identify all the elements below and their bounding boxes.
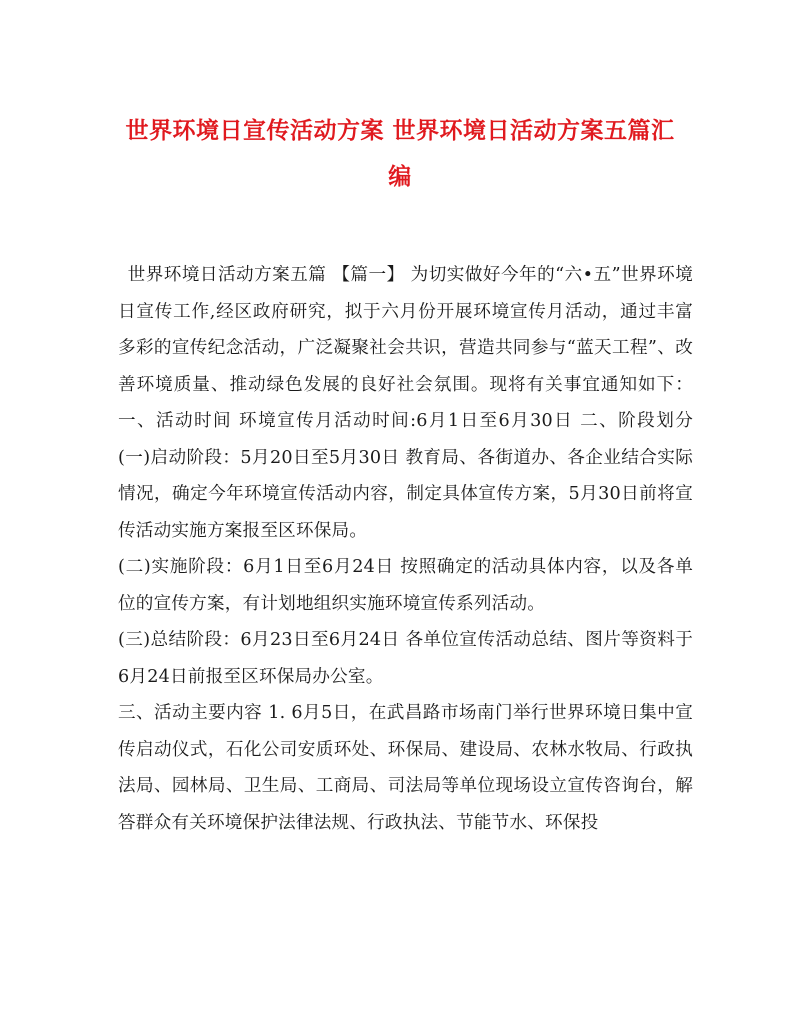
title-line-2: 编	[388, 163, 412, 190]
document-body	[118, 257, 693, 841]
title-line-1: 世界环境日宣传活动方案 世界环境日活动方案五篇汇	[125, 117, 675, 144]
paragraph-summary-stage: (三)总结阶段：6月23日至6月24日 各单位宣传活动总结、图片等资料于6月24日前报至区环保局办公室。	[118, 630, 693, 687]
paragraph-main-content: 三、活动主要内容 1. 6月5日，在武昌路市场南门举行世界环境日集中宣传启动仪式，石化公司安质环处、环保局、建设局、农林水牧局、行政执法局、园林局、卫生局、工商局、司法局等单位现场设立宣传咨询台，解答群众有关环境保护法律法规、行政执法、节能节水、环保投	[118, 703, 693, 833]
document-title	[100, 108, 700, 200]
paragraph-intro: 世界环境日活动方案五篇 【篇一】 为切实做好今年的“六•五”世界环境日宣传工作,经区政府研究，拟于六月份开展环境宣传月活动，通过丰富多彩的宣传纪念活动，广泛凝聚社会共识，营造共同参与“蓝天工程”、改善环境质量、推动绿色发展的良好社会氛围。现将有关事宜通知如下： 一、活动时间 环境宣传月活动时间:6月1日至6月30日 二、阶段划分 (一)启动阶段：5月20日至5月30日 教育局、各街道办、各企业结合实际情况，确定今年环境宣传活动内容，制定具体宣传方案，5月30日前将宣传活动实施方案报至区环保局。	[118, 265, 693, 541]
paragraph-implementation-stage: (二)实施阶段：6月1日至6月24日 按照确定的活动具体内容，以及各单位的宣传方案，有计划地组织实施环境宣传系列活动。	[118, 557, 693, 614]
